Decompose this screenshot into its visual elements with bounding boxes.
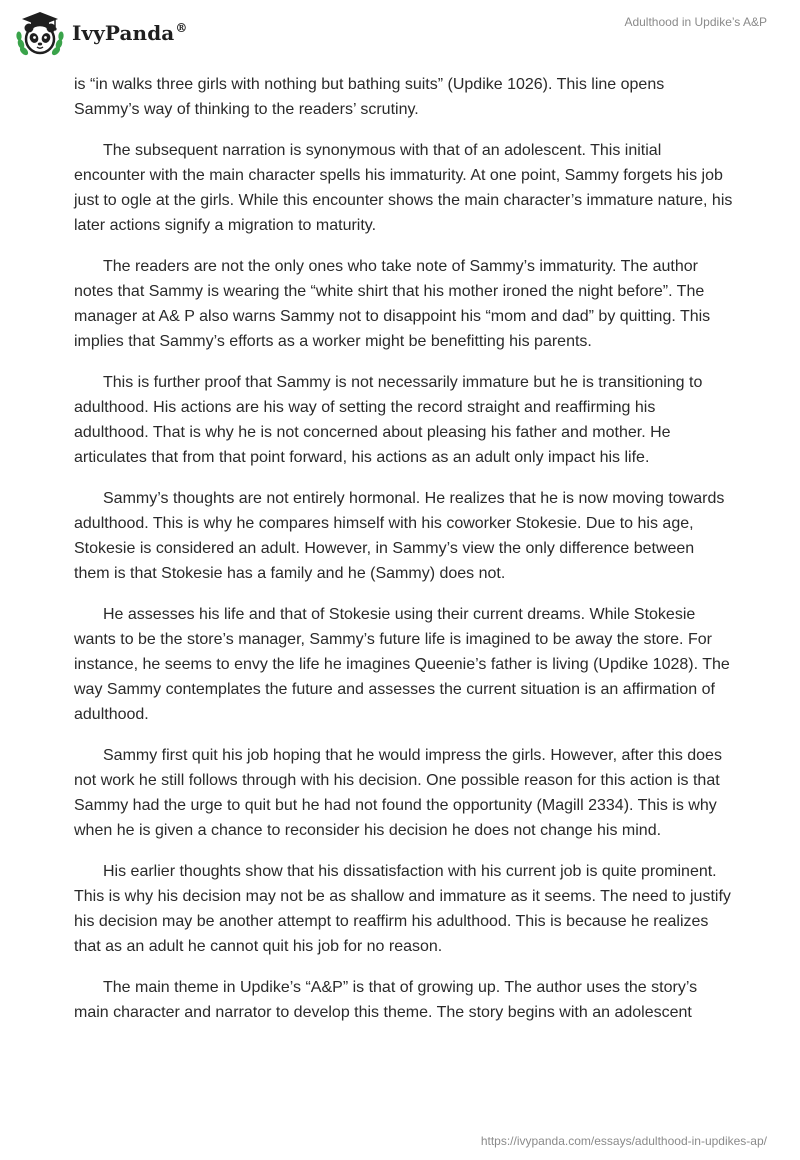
paragraph: This is further proof that Sammy is not necessarily immature but he is transitioning to adulthood. His actions are his way of setting the record straight and reaffirming his adulthood. That is why he is not concerned about pleasing his father and mother. He articulates that from that point forward, his actions as an adult only impact his life.: [74, 374, 703, 466]
document-title: Adulthood in Updike’s A&P: [624, 15, 767, 29]
panda-graduate-logo-icon: [14, 8, 66, 60]
source-url[interactable]: https://ivypanda.com/essays/adulthood-in-updikes-ap/: [480, 1134, 767, 1148]
paragraph: His earlier thoughts show that his dissatisfaction with his current job is quite prominent. This is why his decision may not be as shallow and immature as it seems. The need to justify his decision may be another attempt to reaffirm his adulthood. This is because he realizes that as an adult he cannot quit his job for no reason.: [74, 863, 731, 955]
paragraph: He assesses his life and that of Stokesie using their current dreams. While Stokesie wants to be the store’s manager, Sammy’s future life is imagined to be away the store. For instance, he seems to envy the life he imagines Queenie’s father is living (Updike 1028). The way Sammy contemplates the future and assesses the current situation is an affirmation of adulthood.: [74, 606, 730, 723]
paragraph: Sammy first quit his job hoping that he would impress the girls. However, after this does not work he still follows through with his decision. One possible reason for this action is that Sammy had the urge to quit but he had not found the opportunity (Magill 2334). This is why when he is given a chance to reconsider his decision he does not change his mind.: [74, 747, 722, 839]
paragraph: The readers are not the only ones who take note of Sammy’s immaturity. The author notes that Sammy is wearing the “white shirt that his mother ironed the night before”. The manager at A& P also warns Sammy not to disappoint his “mom and dad” by quitting. This implies that Sammy’s efforts as a worker might be benefitting his parents.: [74, 258, 711, 350]
paragraph: The main theme in Updike’s “A&P” is that of growing up. The author uses the story’s main character and narrator to develop this theme. The story begins with an adolescent: [74, 979, 698, 1021]
page-header: [0, 0, 800, 68]
ivypanda-logo[interactable]: [14, 8, 187, 60]
brand-name: IvyPanda®: [72, 21, 188, 45]
paragraph: Sammy’s thoughts are not entirely hormonal. He realizes that he is now moving towards adulthood. This is why he compares himself with his coworker Stokesie. Due to his age, Stokesie is considered an adult. However, in Sammy’s view the only difference between them is that Stokesie has a family and he (Sammy) does not.: [74, 490, 725, 582]
registered-mark: ®: [175, 21, 188, 35]
paragraph: is “in walks three girls with nothing but bathing suits” (Updike 1026). This line opens Sammy’s way of thinking to the readers’ scrutiny.: [74, 76, 665, 118]
essay-body: [74, 72, 734, 1041]
paragraph: The subsequent narration is synonymous with that of an adolescent. This initial encounter with the main character spells his immaturity. At one point, Sammy forgets his job just to ogle at the girls. While this encounter shows the main character’s immature nature, his later actions signify a migration to maturity.: [74, 142, 733, 234]
